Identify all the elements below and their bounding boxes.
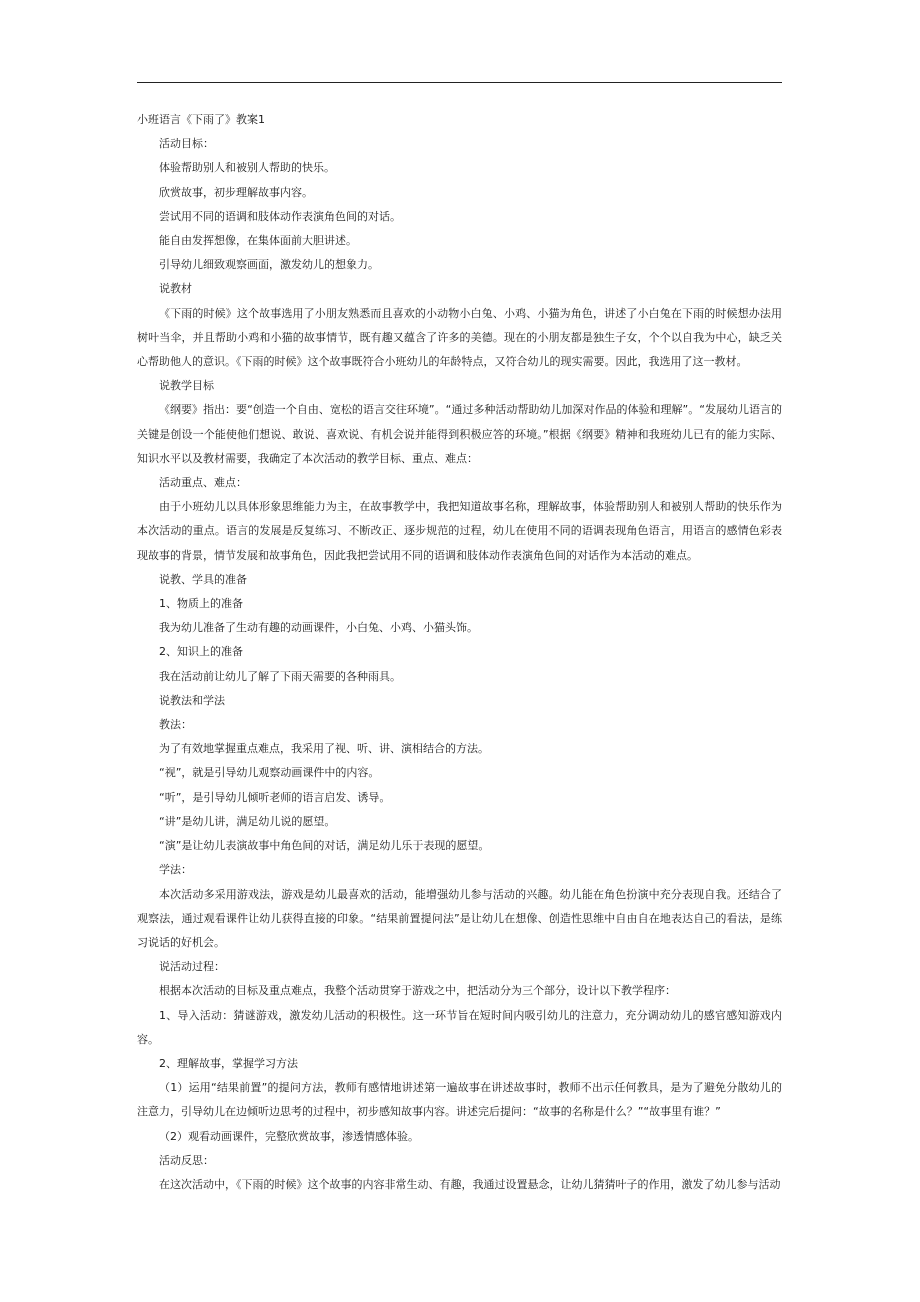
body-paragraph: 本次活动多采用游戏法，游戏是幼儿最喜欢的活动，能增强幼儿参与活动的兴趣。幼儿能在角色扮演中充分表现自我。还结合了观察法，通过观看课件让幼儿获得直接的印象。“结果前置提问法”是让幼儿在想像、创造性思维中自由自在地表达自己的看法，是练习说话的好机会。 xyxy=(137,887,782,949)
body-paragraph: “听”，是引导幼儿倾听老师的语言启发、诱导。 xyxy=(159,790,391,804)
body-paragraph: 《下雨的时候》这个故事选用了小朋友熟悉而且喜欢的小动物小白兔、小鸡、小猫为角色，讲述了小白兔在下雨的时候想办法用树叶当伞，并且帮助小鸡和小猫的故事情节，既有趣又蕴含了许多的美德。现在的小朋友都是独生子女，个个以自我为中心，缺乏关心帮助他人的意识。《下雨的时候》这个故事既符合小班幼儿的年龄特点，又符合幼儿的现实需要。因此，我选用了这一教材。 xyxy=(137,306,782,369)
body-paragraph: 在这次活动中，《下雨的时候》这个故事的内容非常生动、有趣，我通过设置悬念，让幼儿猜猜叶子的作用，激发了幼儿参与活动 xyxy=(159,1177,781,1191)
body-paragraph: 根据本次活动的目标及重点难点，我整个活动贯穿于游戏之中，把活动分为三个部分，设计以下教学程序： xyxy=(159,984,676,998)
document-body xyxy=(137,108,782,1197)
body-paragraph: 《纲要》指出：要“创造一个自由、宽松的语言交往环境”。“通过多种活动帮助幼儿加深对作品的体验和理解”。“发展幼儿语言的关键是创设一个能使他们想说、敢说、喜欢说、有机会说并能得到积极应答的环境。”根据《纲要》精神和我班幼儿已有的能力实际、知识水平以及教材需要，我确定了本次活动的教学目标、重点、难点： xyxy=(137,403,782,465)
section-heading: 活动重点、难点： xyxy=(159,476,247,490)
body-paragraph: 我为幼儿准备了生动有趣的动画课件，小白兔、小鸡、小猫头饰。 xyxy=(159,621,478,635)
section-heading: 说教法和学法 xyxy=(159,693,225,707)
body-paragraph: “演”是让幼儿表演故事中角色间的对话，满足幼儿乐于表现的愿望。 xyxy=(159,839,490,853)
list-item: 能自由发挥想像，在集体面前大胆讲述。 xyxy=(159,234,357,248)
body-paragraph: 1、导入活动：猜谜游戏，激发幼儿活动的积极性。这一环节旨在短时间内吸引幼儿的注意力，充分调动幼儿的感官感知游戏内容。 xyxy=(137,1008,782,1046)
body-paragraph: 为了有效地掌握重点难点，我采用了视、听、讲、演相结合的方法。 xyxy=(159,742,489,756)
body-paragraph: “讲”是幼儿讲，满足幼儿说的愿望。 xyxy=(159,814,336,828)
body-paragraph: （2）观看动画课件，完整欣赏故事，渗透情感体验。 xyxy=(159,1129,419,1143)
document-title: 小班语言《下雨了》教案1 xyxy=(137,113,265,126)
sub-heading: 2、理解故事，掌握学习方法 xyxy=(159,1056,298,1070)
section-heading: 说教学目标 xyxy=(159,379,214,393)
list-item: 尝试用不同的语调和肢体动作表演角色间的对话。 xyxy=(159,209,401,223)
body-paragraph: 由于小班幼儿以具体形象思维能力为主，在故事教学中，我把知道故事名称，理解故事，体验帮助别人和被别人帮助的快乐作为本次活动的重点。语言的发展是反复练习、不断改正、逐步规范的过程，幼儿在使用不同的语调表现角色语言，用语言的感情色彩表现故事的背景，情节发展和故事角色，因此我把尝试用不同的语调和肢体动作表演角色间的对话作为本活动的难点。 xyxy=(137,500,782,562)
body-paragraph: “视”，就是引导幼儿观察动画课件中的内容。 xyxy=(159,766,380,780)
list-item: 体验帮助别人和被别人帮助的快乐。 xyxy=(159,161,335,175)
section-heading: 说教材 xyxy=(159,282,192,296)
sub-heading: 学法： xyxy=(159,863,192,877)
section-heading: 活动反思： xyxy=(159,1153,214,1167)
body-paragraph: 我在活动前让幼儿了解了下雨天需要的各种雨具。 xyxy=(159,669,401,683)
list-item: 欣赏故事，初步理解故事内容。 xyxy=(159,185,313,199)
sub-heading: 教法： xyxy=(159,718,192,732)
section-heading: 说教、学具的准备 xyxy=(159,572,247,586)
sub-heading: 1、物质上的准备 xyxy=(159,597,243,611)
section-heading: 说活动过程： xyxy=(159,960,225,974)
section-heading: 活动目标： xyxy=(159,137,214,151)
body-paragraph: （1）运用“结果前置”的提问方法，教师有感情地讲述第一遍故事在讲述故事时，教师不出示任何教具，是为了避免分散幼儿的注意力，引导幼儿在边倾听边思考的过程中，初步感知故事内容。讲述完后提问：“故事的名称是什么？”“故事里有谁？” xyxy=(137,1081,782,1119)
list-item: 引导幼儿细致观察画面，激发幼儿的想象力。 xyxy=(159,258,379,272)
header-rule xyxy=(137,82,782,83)
sub-heading: 2、知识上的准备 xyxy=(159,645,243,659)
